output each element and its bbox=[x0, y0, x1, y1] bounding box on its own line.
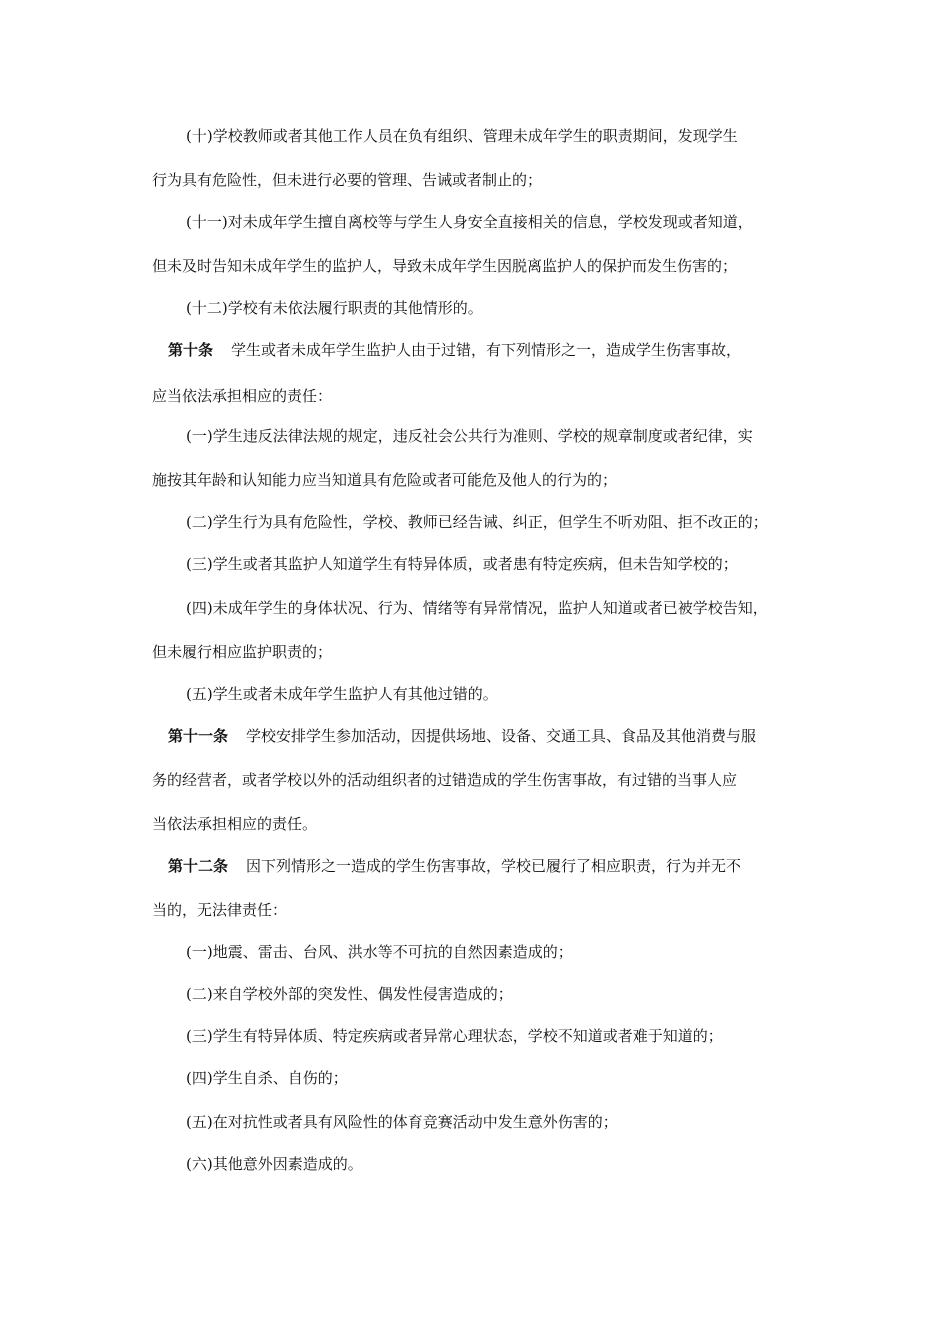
paragraph-line: 但未履行相应监护职责的； bbox=[152, 643, 333, 661]
article-text: 学校安排学生参加活动，因提供场地、设备、交通工具、食品及其他消费与服 bbox=[246, 727, 757, 745]
paragraph-line: 当依法承担相应的责任。 bbox=[152, 815, 318, 833]
paragraph-line: (三)学生或者其监护人知道学生有特异体质，或者患有特定疾病，但未告知学校的； bbox=[186, 555, 738, 573]
paragraph-line: (二)来自学校外部的突发性、偶发性侵害造成的； bbox=[186, 985, 513, 1003]
paragraph-line: (三)学生有特异体质、特定疾病或者异常心理状态，学校不知道或者难于知道的； bbox=[186, 1027, 723, 1045]
paragraph-line: (四)未成年学生的身体状况、行为、情绪等有异常情况，监护人知道或者已被学校告知， bbox=[186, 599, 768, 617]
paragraph-line: 行为具有危险性，但未进行必要的管理、告诫或者制止的； bbox=[152, 171, 543, 189]
article-text: 因下列情形之一造成的学生伤害事故，学校已履行了相应职责，行为并无不 bbox=[246, 857, 742, 875]
paragraph-line: (五)在对抗性或者具有风险性的体育竞赛活动中发生意外伤害的； bbox=[186, 1113, 618, 1131]
paragraph-line: (二)学生行为具有危险性，学校、教师已经告诫、纠正，但学生不听劝阻、拒不改正的； bbox=[186, 513, 768, 531]
paragraph-line: 当的，无法律责任： bbox=[152, 901, 288, 919]
paragraph-line: (一)地震、雷击、台风、洪水等不可抗的自然因素造成的； bbox=[186, 943, 573, 961]
paragraph-line: 应当依法承担相应的责任： bbox=[152, 387, 333, 405]
article-heading: 第十条 bbox=[168, 341, 214, 359]
article-heading: 第十二条 bbox=[168, 857, 229, 875]
paragraph-line: (一)学生违反法律法规的规定，违反社会公共行为准则、学校的规章制度或者纪律，实 bbox=[186, 427, 753, 445]
article-11-first-line bbox=[168, 726, 756, 746]
paragraph-line: (十一)对未成年学生擅自离校等与学生人身安全直接相关的信息，学校发现或者知道， bbox=[186, 213, 753, 231]
paragraph-line: 务的经营者，或者学校以外的活动组织者的过错造成的学生伤害事故，有过错的当事人应 bbox=[152, 771, 738, 789]
article-12-first-line bbox=[168, 856, 741, 876]
paragraph-line: (六)其他意外因素造成的。 bbox=[186, 1155, 363, 1173]
paragraph-line: (四)学生自杀、自伤的； bbox=[186, 1069, 348, 1087]
paragraph-line: (十)学校教师或者其他工作人员在负有组织、管理未成年学生的职责期间，发现学生 bbox=[186, 127, 738, 145]
paragraph-line: 但未及时告知未成年学生的监护人，导致未成年学生因脱离监护人的保护而发生伤害的； bbox=[152, 257, 738, 275]
paragraph-line: (五)学生或者未成年学生监护人有其他过错的。 bbox=[186, 685, 498, 703]
article-10-first-line bbox=[168, 340, 741, 360]
paragraph-line: (十二)学校有未依法履行职责的其他情形的。 bbox=[186, 299, 483, 317]
article-heading: 第十一条 bbox=[168, 727, 229, 745]
paragraph-line: 施按其年龄和认知能力应当知道具有危险或者可能危及他人的行为的； bbox=[152, 471, 618, 489]
article-text: 学生或者未成年学生监护人由于过错，有下列情形之一，造成学生伤害事故， bbox=[231, 341, 742, 359]
